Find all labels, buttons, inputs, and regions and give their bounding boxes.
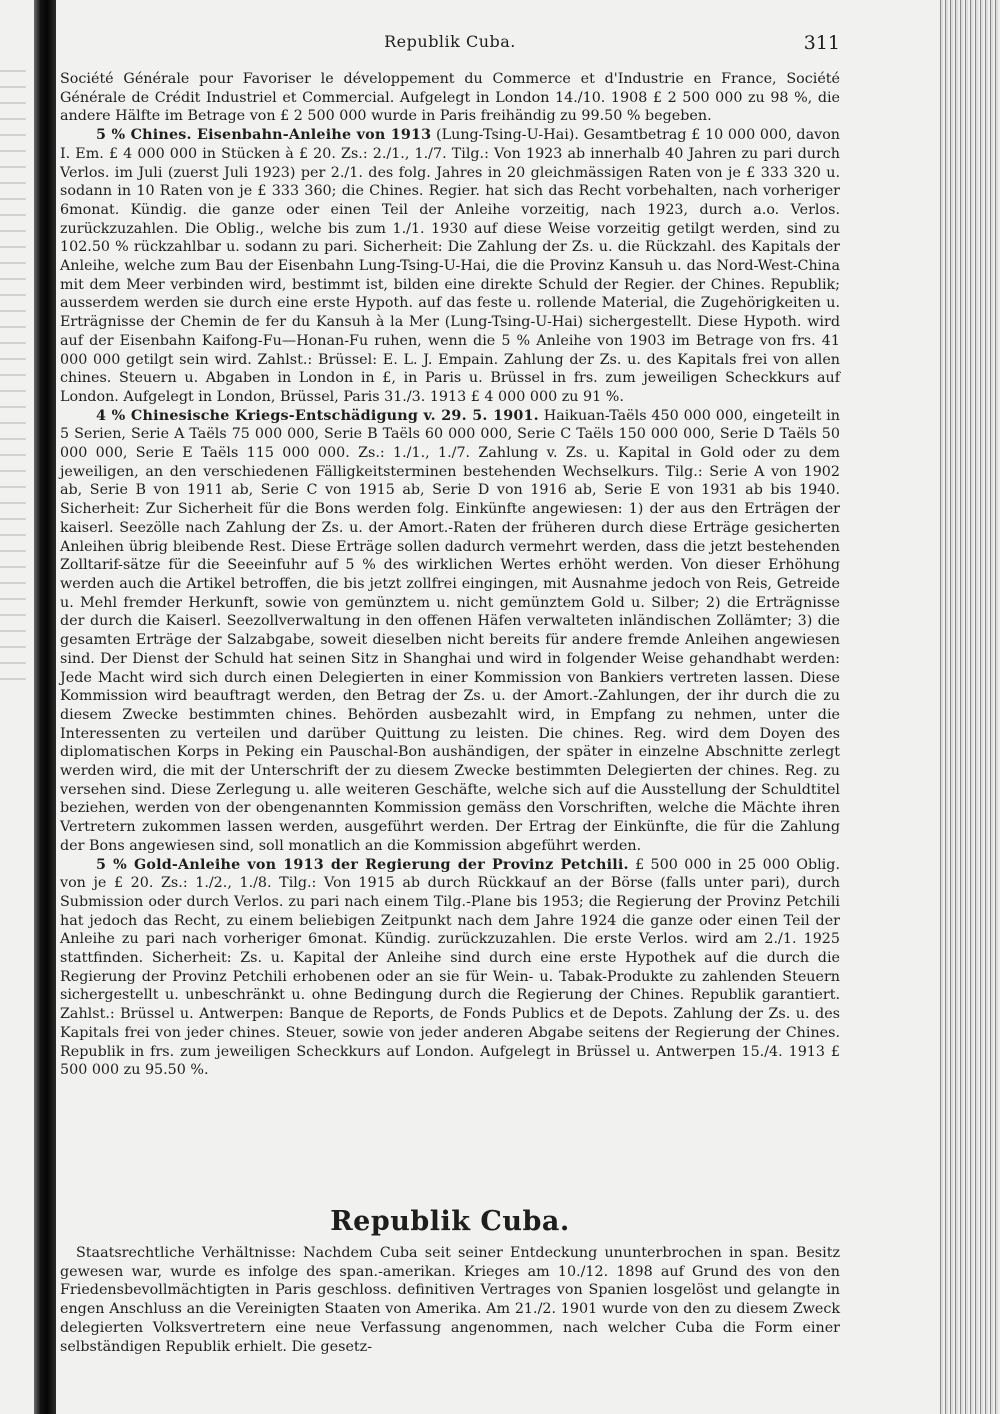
running-title: Republik Cuba. bbox=[384, 32, 516, 51]
paragraph-text: Société Générale pour Favoriser le développement du Commerce et d'Industrie en France, Société Générale de Crédit Industriel et Commercial. Aufgelegt in London 14./10. 1908 £ 2 500 000 zu 98 %, die andere Hälfte im Betrage von £ 2 500 000 wurde in Paris freihändig zu 99.50 % begeben. bbox=[60, 71, 840, 125]
page-number: 311 bbox=[803, 32, 840, 54]
paragraph-title: 4 % Chinesische Kriegs-Entschädigung v. 29. 5. 1901. bbox=[96, 407, 539, 424]
page-header bbox=[60, 32, 840, 60]
facing-page-edge bbox=[0, 70, 26, 690]
section-paragraph: Staatsrechtliche Verhältnisse: Nachdem Cuba seit seiner Entdeckung ununterbrochen in span. Besitz gewesen war, wurde es infolge des span.-amerikan. Krieges am 10./12. 1898 auf Grund des von den Friedensbevollmächtigten in Paris geschloss. definitiven Vertrages von Spanien losgelöst und gelangte in engen Anschluss an die Vereinigten Staaten von Amerika. Am 21./2. 1901 wurde von den zu diesem Zweck delegierten Volksvertretern eine neue Verfassung angenommen, nach welcher Cuba die Form einer selbständigen Republik erhielt. Die gesetz- bbox=[60, 1245, 840, 1355]
section-heading: Republik Cuba. bbox=[330, 1206, 570, 1237]
paragraph-bank-list bbox=[60, 70, 840, 126]
paragraph-text: Haikuan-Taëls 450 000 000, eingeteilt in 5 Serien, Serie A Taëls 75 000 000, Serie B Taëls 60 000 000, Serie C Taëls 150 000 000, Serie D Taëls 50 000 000, Serie E Taëls 115 000 000. Zs.: 1./1., 1./7. Zahlung v. Zs. u. Kapital in Gold oder zu dem jeweiligen, an den verschiedenen Fälligkeitsterminen bestehenden Wechselkurs. Tilg.: Serie A von 1902 ab, Serie B von 1911 ab, Serie C von 1915 ab, Serie D von 1916 ab, Serie E von 1931 ab bis 1940. Sicherheit: Zur Sicherheit für die Bons werden folg. Einkünfte angewiesen: 1) der aus den Erträgen der kaiserl. Seezölle nach Zahlung der Zs. u. der Amort.-Raten der früheren durch diese Erträge gesicherten Anleihen übrig bleibende Rest. Diese Erträge sollen dadurch vermehrt werden, dass die jetzt bestehenden Zolltarif-sätze für die Seeeinfuhr auf 5 % des wirklichen Wertes erhöht werden. Von dieser Erhöhung werden auch die Artikel betroffen, die bis jetzt zollfrei eingingen, mit Ausnahme jedoch von Reis, Getreide u. Mehl fremder Herkunft, sowie von gemünztem u. nicht gemünztem Gold u. Silber; 2) die Erträgnisse der durch die Kaiserl. Seezollverwaltung in den offenen Häfen verwalteten inländischen Zollämter; 3) die gesamten Erträge der Salzabgabe, soweit dieselben nicht bereits für andere fremde Anleihen angewiesen sind. Der Dienst der Schuld hat seinen Sitz in Shanghai und wird in folgender Weise gehandhabt werden: Jede Macht wird sich durch einen Delegierten in einer Kommission von Bankiers vertreten lassen. Diese Kommission wird beauftragt werden, den Betrag der Zs. u. der Amort.-Zahlungen, der ihr durch die zu diesem Zwecke bestimmten chines. Behörden ausbezahlt wird, in Empfang zu nehmen, unter die Interessenten zu verteilen und darüber Quittung zu leisten. Die chines. Reg. wird dem Doyen des diplomatischen Korps in Peking ein Pauschal-Bon aushändigen, der später in einzelne Abschnitte zerlegt werden wird, die mit der Unterschrift der zu diesem Zwecke bestimmten Delegierten der chines. Reg. zu versehen sind. Diese Zerlegung u. alle weiteren Geschäfte, welche sich auf die Ausstellung der Schuldtitel beziehen, werden von der obengenannten Kommission gemäss den Vorschriften, welche die Mächte ihren Vertretern zukommen lassen werden, ausgeführt werden. Der Ertrag der Einkünfte, die für die Zahlung der Bons angewiesen sind, soll monatlich an die Kommission abgeführt werden. bbox=[60, 407, 841, 854]
paragraph-title: 5 % Chines. Eisenbahn-Anleihe von 1913 bbox=[96, 127, 432, 144]
paragraph-petchili-gold-loan-1913 bbox=[60, 856, 840, 1080]
main-text bbox=[60, 70, 840, 1080]
page-stack-edge bbox=[938, 0, 1000, 1414]
paragraph-war-indemnity-1901 bbox=[60, 407, 840, 856]
binding-gutter bbox=[34, 0, 56, 1414]
paragraph-railway-loan-1913 bbox=[60, 126, 840, 407]
paragraph-title: 5 % Gold-Anleihe von 1913 der Regierung der Provinz Petchili. bbox=[96, 856, 629, 873]
paragraph-text: £ 500 000 in 25 000 Oblig. von je £ 20. Zs.: 1./2., 1./8. Tilg.: Von 1915 ab durch Rückkauf an der Börse (falls unter pari), durch Submission oder durch Verlos. zu pari nach einem Tilg.-Plane bis 1953; die Regierung der Provinz Petchili hat jedoch das Recht, zu einem beliebigen Zeitpunkt nach dem Jahre 1924 die ganze oder einen Teil der Anleihe zu pari nach vorheriger 6monat. Kündig. zurückzuzahlen. Die erste Verlos. wird am 2./1. 1925 stattfinden. Sicherheit: Zs. u. Kapital der Anleihe sind durch eine erste Hypothek auf die durch die Regierung der Provinz Petchili erhobenen oder an sie für Wein- u. Tabak-Produkte zu zahlenden Steuern sichergestellt u. unbeschränkt u. ohne Bedingung durch die Regierung der Chines. Republik garantiert. Zahlst.: Brüssel u. Antwerpen: Banque de Reports, de Fonds Publics et de Depots. Zahlung der Zs. u. des Kapitals frei von jeder chines. Steuer, sowie von jeder anderen Abgabe seitens der Regierung der Chines. Republik in frs. zum jeweiligen Scheckkurs auf London. Aufgelegt in Brüssel u. Antwerpen 15./4. 1913 £ 500 000 zu 95.50 %. bbox=[60, 856, 840, 1079]
paragraph-text: (Lung-Tsing-U-Hai). Gesamtbetrag £ 10 000 000, davon I. Em. £ 4 000 000 in Stücken à £ 20. Zs.: 2./1., 1./7. Tilg.: Von 1923 ab innerhalb 40 Jahren zu pari durch Verlos. im Juli (zuerst Juli 1923) per 2./1. des folg. Jahres in 20 gleichmässigen Raten von je £ 333 320 u. sodann in 10 Raten von je £ 333 360; die Chines. Regier. hat sich das Recht vorbehalten, nach vorheriger 6monat. Kündig. die ganze oder einen Teil der Anleihe vorzeitig, nach 1923, durch a.o. Verlos. zurückzuzahlen. Die Oblig., welche bis zum 1./1. 1930 auf diese Weise vorzeitig getilgt werden, sind zu 102.50 % rückzahlbar u. sodann zu pari. Sicherheit: Die Zahlung der Zs. u. die Rückzahl. des Kapitals der Anleihe, welche zum Bau der Eisenbahn Lung-Tsing-U-Hai, die die Provinz Kansuh u. das Nord-West-China mit dem Meer verbinden wird, bestimmt ist, bilden eine direkte Schuld der Regier. der Chines. Republik; ausserdem werden sie durch eine erste Hypoth. auf das feste u. rollende Material, die Zugehörigkeiten u. Erträgnisse der Chemin de fer du Kansuh à la Mer (Lung-Tsing-U-Hai) sichergestellt. Diese Hypoth. wird auf der Eisenbahn Kaifong-Fu—Honan-Fu ruhen, wenn die 5 % Anleihe von 1903 im Betrage von frs. 41 000 000 getilgt sein wird. Zahlst.: Brüssel: E. L. J. Empain. Zahlung der Zs. u. des Kapitals frei von allen chines. Steuern u. Abgaben in London in £, in Paris u. Brüssel in frs. zum jeweiligen Scheckkurs auf London. Aufgelegt in London, Brüssel, Paris 31./3. 1913 £ 4 000 000 zu 91 %. bbox=[60, 127, 841, 405]
section-body bbox=[60, 1244, 840, 1356]
